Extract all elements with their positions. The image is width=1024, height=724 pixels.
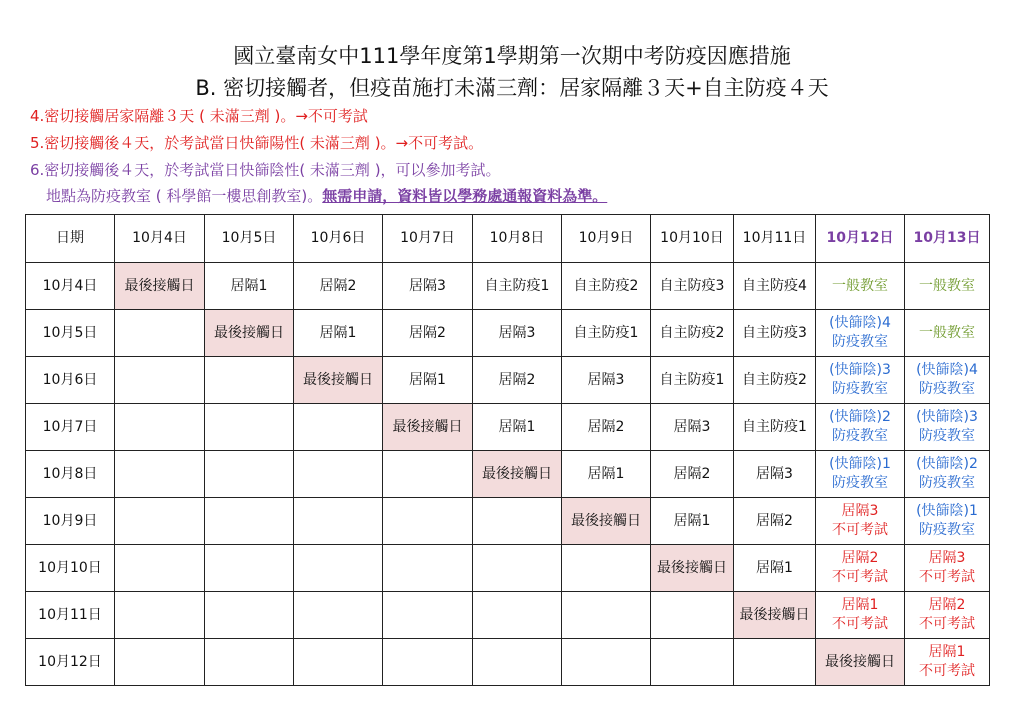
header-day: 10月9日 <box>562 215 651 263</box>
header-day: 10月11日 <box>734 215 816 263</box>
schedule-cell <box>905 404 990 451</box>
schedule-cell: 居隔1 <box>383 357 473 404</box>
page-subtitle: B. 密切接觸者，但疫苗施打未滿三劑：居家隔離３天+自主防疫４天 <box>195 76 829 100</box>
schedule-cell <box>205 592 294 639</box>
cell-line: 不可考試 <box>919 663 975 679</box>
schedule-cell <box>115 639 205 686</box>
schedule-cell: 最後接觸日 <box>562 498 651 545</box>
header-date: 日期 <box>26 215 115 263</box>
schedule-cell <box>115 357 205 404</box>
cell-line: 居隔1 <box>841 597 879 613</box>
schedule-cell <box>562 639 651 686</box>
schedule-cell: 自主防疫1 <box>473 263 562 310</box>
cell-line: 不可考試 <box>832 616 888 632</box>
schedule-cell <box>473 639 562 686</box>
table-header-row <box>26 215 990 263</box>
row-date-label: 10月9日 <box>26 498 115 545</box>
schedule-cell: 最後接觸日 <box>205 310 294 357</box>
schedule-cell: 最後接觸日 <box>734 592 816 639</box>
schedule-cell <box>651 639 734 686</box>
schedule-cell: 自主防疫4 <box>734 263 816 310</box>
schedule-cell <box>383 451 473 498</box>
schedule-cell: 居隔3 <box>651 404 734 451</box>
cell-line: (快篩陰)4 <box>916 362 978 378</box>
row-date-label: 10月12日 <box>26 639 115 686</box>
schedule-cell <box>562 545 651 592</box>
cell-line: (快篩陰)4 <box>829 315 891 331</box>
schedule-cell <box>294 639 383 686</box>
row-date-label: 10月6日 <box>26 357 115 404</box>
header-day: 10月12日 <box>816 215 905 263</box>
cell-line: 防疫教室 <box>919 428 975 444</box>
schedule-cell: 居隔2 <box>383 310 473 357</box>
schedule-cell <box>205 404 294 451</box>
schedule-cell <box>905 357 990 404</box>
schedule-cell <box>294 404 383 451</box>
cell-line: 防疫教室 <box>919 381 975 397</box>
note-6-location <box>46 185 607 206</box>
row-date-label: 10月7日 <box>26 404 115 451</box>
cell-line: 不可考試 <box>919 569 975 585</box>
schedule-cell: 最後接觸日 <box>115 263 205 310</box>
schedule-cell <box>115 451 205 498</box>
row-date-label: 10月11日 <box>26 592 115 639</box>
schedule-cell <box>294 545 383 592</box>
table-row <box>26 545 990 592</box>
row-date-label: 10月5日 <box>26 310 115 357</box>
cell-line: 居隔3 <box>841 503 879 519</box>
schedule-cell <box>816 404 905 451</box>
schedule-cell <box>473 545 562 592</box>
schedule-cell: 居隔1 <box>651 498 734 545</box>
header-day: 10月13日 <box>905 215 990 263</box>
schedule-cell: 自主防疫3 <box>651 263 734 310</box>
schedule-cell: 最後接觸日 <box>294 357 383 404</box>
cell-line: 防疫教室 <box>919 522 975 538</box>
schedule-cell <box>562 592 651 639</box>
schedule-cell <box>905 451 990 498</box>
schedule-cell <box>816 451 905 498</box>
schedule-cell: 自主防疫3 <box>734 310 816 357</box>
schedule-cell: 居隔2 <box>734 498 816 545</box>
schedule-cell <box>205 357 294 404</box>
header-day: 10月8日 <box>473 215 562 263</box>
cell-line: (快篩陰)1 <box>916 503 978 519</box>
cell-line: 防疫教室 <box>832 475 888 491</box>
schedule-cell <box>816 592 905 639</box>
schedule-cell <box>905 639 990 686</box>
cell-line: 居隔3 <box>928 550 966 566</box>
schedule-cell <box>816 498 905 545</box>
table-body <box>26 263 990 686</box>
cell-line: 一般教室 <box>919 277 975 294</box>
schedule-cell <box>816 263 905 310</box>
schedule-cell <box>205 545 294 592</box>
schedule-cell: 居隔3 <box>734 451 816 498</box>
schedule-cell <box>294 451 383 498</box>
header-day: 10月10日 <box>651 215 734 263</box>
cell-line: 防疫教室 <box>832 428 888 444</box>
schedule-cell <box>905 592 990 639</box>
cell-line: (快篩陰)2 <box>916 456 978 472</box>
schedule-cell <box>816 545 905 592</box>
cell-line: (快篩陰)2 <box>829 409 891 425</box>
schedule-cell: 最後接觸日 <box>473 451 562 498</box>
schedule-cell: 最後接觸日 <box>651 545 734 592</box>
cell-line: 不可考試 <box>832 569 888 585</box>
schedule-cell <box>383 592 473 639</box>
schedule-cell: 居隔3 <box>473 310 562 357</box>
schedule-cell <box>294 592 383 639</box>
schedule-cell <box>383 498 473 545</box>
schedule-cell: 居隔1 <box>294 310 383 357</box>
row-date-label: 10月10日 <box>26 545 115 592</box>
schedule-cell <box>205 498 294 545</box>
row-date-label: 10月4日 <box>26 263 115 310</box>
schedule-cell <box>734 639 816 686</box>
page-title: 國立臺南女中111學年度第1學期第一次期中考防疫因應措施 <box>233 44 791 68</box>
table-row <box>26 498 990 545</box>
schedule-table <box>25 214 990 686</box>
header-day: 10月7日 <box>383 215 473 263</box>
cell-line: 防疫教室 <box>832 381 888 397</box>
schedule-cell: 居隔3 <box>383 263 473 310</box>
schedule-cell: 自主防疫1 <box>651 357 734 404</box>
table-row <box>26 357 990 404</box>
schedule-cell: 最後接觸日 <box>816 639 905 686</box>
table-row <box>26 310 990 357</box>
schedule-cell <box>383 639 473 686</box>
schedule-cell: 最後接觸日 <box>383 404 473 451</box>
cell-line: 一般教室 <box>919 324 975 341</box>
schedule-cell: 居隔1 <box>734 545 816 592</box>
cell-line: 防疫教室 <box>919 475 975 491</box>
cell-line: 居隔1 <box>928 644 966 660</box>
cell-line: (快篩陰)3 <box>829 362 891 378</box>
schedule-cell <box>905 310 990 357</box>
schedule-cell <box>651 592 734 639</box>
schedule-cell <box>115 545 205 592</box>
cell-line: 防疫教室 <box>832 334 888 350</box>
schedule-cell: 自主防疫1 <box>734 404 816 451</box>
schedule-cell <box>383 545 473 592</box>
table-row <box>26 451 990 498</box>
note-5: 5.密切接觸後４天，於考試當日快篩陽性( 未滿三劑 )。→不可考試。 <box>30 134 484 152</box>
schedule-cell: 居隔2 <box>562 404 651 451</box>
schedule-cell <box>473 592 562 639</box>
schedule-cell: 居隔3 <box>562 357 651 404</box>
table-row <box>26 404 990 451</box>
cell-line: 居隔2 <box>928 597 966 613</box>
cell-line: 一般教室 <box>832 277 888 294</box>
schedule-cell: 居隔1 <box>473 404 562 451</box>
schedule-cell <box>115 404 205 451</box>
note-location-text: 地點為防疫教室 ( 科學館一樓思創教室)。 <box>46 187 323 205</box>
schedule-cell <box>115 498 205 545</box>
schedule-cell <box>816 357 905 404</box>
schedule-cell <box>905 545 990 592</box>
header-day: 10月4日 <box>115 215 205 263</box>
cell-line: (快篩陰)1 <box>829 456 891 472</box>
table-row <box>26 592 990 639</box>
schedule-cell: 居隔2 <box>651 451 734 498</box>
note-4: 4.密切接觸居家隔離３天 ( 未滿三劑 )。→不可考試 <box>30 107 368 125</box>
cell-line: 不可考試 <box>919 616 975 632</box>
header-day: 10月6日 <box>294 215 383 263</box>
schedule-cell: 居隔1 <box>562 451 651 498</box>
schedule-cell <box>473 498 562 545</box>
schedule-cell <box>816 310 905 357</box>
schedule-cell <box>905 263 990 310</box>
schedule-cell <box>115 310 205 357</box>
schedule-cell <box>294 498 383 545</box>
table-row <box>26 263 990 310</box>
schedule-cell <box>115 592 205 639</box>
table-row <box>26 639 990 686</box>
schedule-cell: 自主防疫2 <box>734 357 816 404</box>
schedule-cell: 自主防疫2 <box>562 263 651 310</box>
cell-line: 不可考試 <box>832 522 888 538</box>
note-emphasis-text: 無需申請，資料皆以學務處通報資料為準。 <box>322 187 608 205</box>
schedule-cell <box>205 639 294 686</box>
note-6: 6.密切接觸後４天，於考試當日快篩陰性( 未滿三劑 )，可以參加考試。 <box>30 161 501 179</box>
schedule-cell: 自主防疫1 <box>562 310 651 357</box>
schedule-cell: 居隔2 <box>294 263 383 310</box>
schedule-cell: 自主防疫2 <box>651 310 734 357</box>
cell-line: 居隔2 <box>841 550 879 566</box>
row-date-label: 10月8日 <box>26 451 115 498</box>
schedule-cell: 居隔2 <box>473 357 562 404</box>
cell-line: (快篩陰)3 <box>916 409 978 425</box>
header-day: 10月5日 <box>205 215 294 263</box>
schedule-cell <box>205 451 294 498</box>
schedule-cell: 居隔1 <box>205 263 294 310</box>
schedule-cell <box>905 498 990 545</box>
